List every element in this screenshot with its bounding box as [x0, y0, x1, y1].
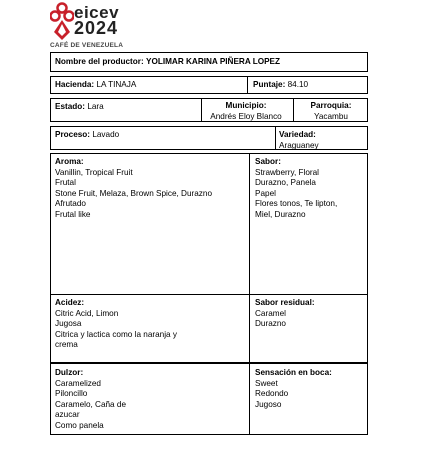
hacienda-row	[50, 76, 368, 94]
sabor-item: Papel	[255, 188, 276, 198]
puntaje-value: 84.10	[287, 80, 309, 89]
sabor-item: Strawberry, Floral	[255, 167, 319, 177]
brand-logo	[50, 2, 150, 52]
estado-value: Lara	[87, 102, 104, 111]
dulzor-item: Caramelized	[55, 378, 101, 388]
producer-label: Nombre del productor:	[55, 57, 144, 66]
dulzor-item: Caramelo, Caña de	[55, 399, 126, 409]
parroquia-label: Parroquia:	[310, 101, 352, 110]
sabor-item: Flores tonos, Te lipton,	[255, 199, 338, 208]
aroma-sabor-section	[50, 153, 368, 295]
acidez-item: Jugosa	[55, 319, 82, 328]
aroma-item: Vanillin, Tropical Fruit	[55, 167, 133, 177]
producer-row	[50, 52, 368, 72]
aroma-item: Stone Fruit, Melaza, Brown Spice, Durazno	[55, 188, 212, 198]
aroma-item: Frutal	[55, 178, 76, 187]
sabor-residual-label: Sabor residual:	[255, 298, 315, 307]
dulzor-item: azucar	[55, 410, 80, 419]
dulzor-item: Como panela	[55, 420, 104, 430]
acidez-residual-section	[50, 294, 368, 363]
aroma-item: Frutal like	[55, 209, 91, 219]
sensacion-label: Sensación en boca:	[255, 368, 332, 377]
process-row	[50, 126, 368, 150]
variedad-label: Variedad:	[279, 130, 316, 139]
acidez-item: Citric Acid, Limon	[55, 308, 119, 318]
proceso-label: Proceso:	[55, 130, 91, 139]
municipio-value: Andrés Eloy Blanco	[210, 111, 282, 121]
proceso-value: Lavado	[92, 130, 120, 139]
brand-name: eicev	[74, 3, 120, 22]
coffee-flower-icon	[50, 2, 74, 40]
municipio-label: Municipio:	[225, 101, 267, 110]
parroquia-value: Yacambu	[314, 111, 348, 121]
dulzor-item: Piloncillo	[55, 389, 88, 398]
hacienda-label: Hacienda:	[55, 80, 95, 89]
brand-subtitle: CAFÉ DE VENEZUELA	[50, 42, 124, 49]
acidez-item: crema	[55, 340, 78, 349]
sensacion-item: Sweet	[255, 378, 278, 388]
acidez-label: Acidez:	[55, 298, 85, 307]
variedad-value: Araguaney	[279, 140, 319, 150]
sabor-label: Sabor:	[255, 157, 281, 166]
hacienda-value: LA TINAJA	[96, 80, 137, 89]
aroma-label: Aroma:	[55, 157, 84, 166]
sabor-residual-item: Durazno	[255, 319, 286, 328]
brand-wordmark	[74, 3, 120, 38]
dulzor-sensacion-section	[50, 363, 368, 435]
estado-label: Estado:	[55, 102, 86, 111]
brand-year: 2024	[74, 18, 119, 38]
acidez-item: Citrica y lactica como la naranja y	[55, 329, 177, 339]
sensacion-item: Redondo	[255, 389, 289, 398]
sabor-item: Miel, Durazno	[255, 209, 306, 219]
puntaje-label: Puntaje:	[253, 80, 286, 89]
producer-value: YOLIMAR KARINA PIÑERA LOPEZ	[145, 57, 281, 66]
dulzor-label: Dulzor:	[55, 368, 84, 377]
sensacion-item: Jugoso	[255, 399, 282, 409]
location-row	[50, 98, 368, 122]
sabor-residual-item: Caramel	[255, 308, 286, 318]
aroma-item: Afrutado	[55, 199, 86, 208]
sabor-item: Durazno, Panela	[255, 178, 316, 187]
